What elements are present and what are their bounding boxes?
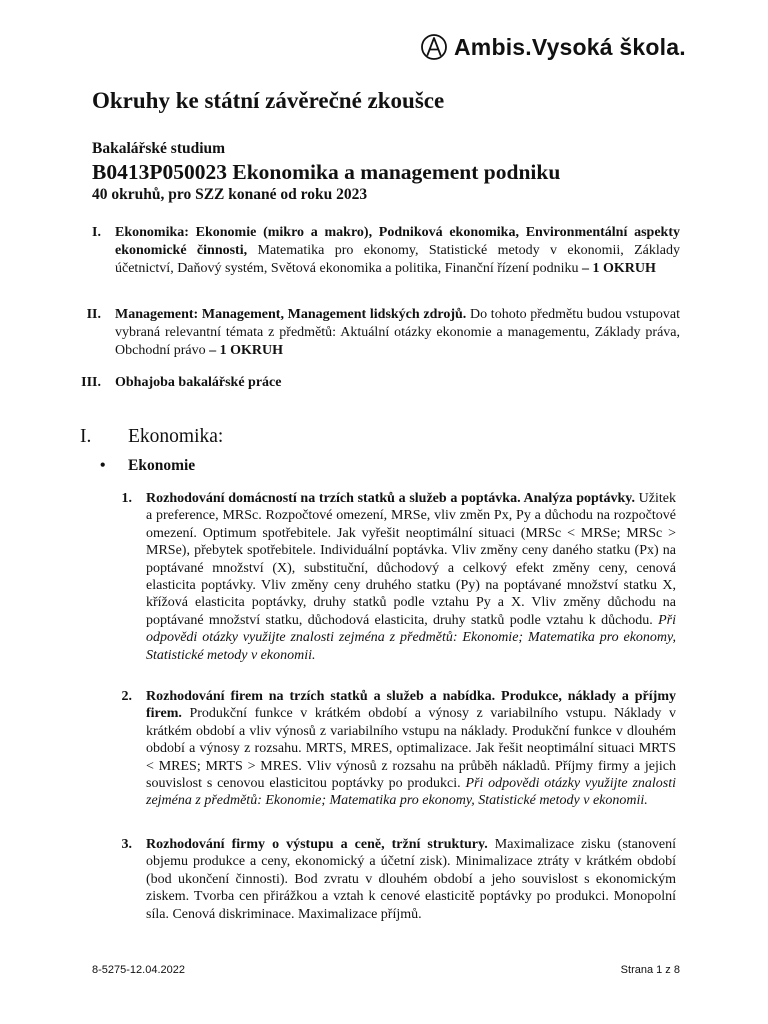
subsection-title: Ekonomie (128, 457, 196, 474)
toc-item-text: Matematika pro ekonomy, Statistické metody v ekonomii, Základy účetnictví, Daňový systém, Světová ekonomika a politika, Finanční řízení podniku (115, 243, 680, 276)
topic-item-1 (100, 490, 676, 664)
toc-item-count: – 1 OKRUH (581, 261, 656, 276)
topic-heading: Rozhodování domácností na trzích statků a služeb a poptávka. Analýza poptávky. (146, 491, 635, 506)
topic-body (146, 836, 676, 923)
topic-text: Užitek a preference, MRSc. Rozpočtové omezení, MRSe, vliv změn Px, Py a důchodu na rozpočtové omezení. Optimum spotřebitele. Jak vyřešit neoptimální situaci (MRSc < MRSe; MRSc > MRSe), přebytek spotřebitele. Individuální poptávka. Vliv změny ceny daného statku (Px) na poptávané množství (X), substituční, důchodový a celkový efekt změny ceny, cenová elasticita poptávky. Vliv změny ceny druhého statku (Py) na poptávané množství statku X, křížová elasticita poptávky, druhy statků podle vztahu Py a X. Vliv změny důchodu na poptávané množství statku, důchodová elasticita, druhy statků podle vztahu k důchodu. (146, 491, 676, 628)
toc-item-3 (70, 374, 680, 392)
page-title: Okruhy ke státní závěrečné zkoušce (92, 88, 445, 113)
topic-note: Při odpovědi otázky využijte znalosti zejména z předmětů: Ekonomie; Matematika pro ekonomy, Statistické metody v ekonomii. (146, 612, 676, 663)
topic-body (146, 688, 676, 810)
toc-item-body (115, 306, 680, 360)
toc-item-number: II. (86, 307, 101, 322)
section-title: Ekonomika: (128, 426, 224, 447)
toc-item-text: Do tohoto předmětu budou vstupovat vybraná relevantní témata z předmětů: Aktuální otázky ekonomie a managementu, Základy práva, Obchodní právo (115, 307, 680, 358)
topic-text: Maximalizace zisku (stanovení objemu produkce a ceny, ekonomický a účetní zisk). Minimalizace ztráty v krátkém období (bod ukončení činnosti). Bod zvratu v dlouhém období a jeho souvislost s ekonomickým ziskem. Tvorba cen přirážkou a vztah k cenové elasticitě poptávky po produkci. Monopolní síla. Cenová diskriminace. Maximalizace příjmů. (146, 837, 676, 922)
toc-item-bold: Management: Management, Management lidských zdrojů. (115, 307, 467, 322)
bullet-icon: • (100, 457, 106, 474)
footer-page-number: Strana 1 z 8 (620, 964, 680, 976)
topic-note: Při odpovědi otázky využijte znalosti zejména z předmětů: Ekonomie; Matematika pro ekonomy, Statistické metody v ekonomii. (146, 776, 677, 809)
topic-number: 2. (121, 689, 132, 704)
topic-heading: Rozhodování firem na trzích statků a služeb a nabídka. Produkce, náklady a příjmy firem. (146, 689, 676, 722)
program-title: B0413P050023 Ekonomika a management podniku (92, 160, 561, 184)
topic-number: 3. (121, 837, 132, 852)
toc-item-bold: Ekonomika: Ekonomie (mikro a makro), Podniková ekonomika, Environmentální aspekty ekonomické činnosti, (115, 225, 680, 258)
toc-item-number: III. (81, 375, 101, 390)
topic-number: 1. (121, 491, 132, 506)
topic-heading: Rozhodování firmy o výstupu a ceně, tržní struktury. (146, 837, 488, 852)
topic-text: Produkční funkce v krátkém období a výnosy z variabilního vstupu. Náklady v krátkém období a vliv výnosů z variabilního vstupu na náklady. Produkční funkce v dlouhém období a výnosy z rozsahu. MRTS, MRES, optimalizace. Jak řešit neoptimální situaci MRTS < MRES; MRTS > MRES. Vliv výnosů z rozsahu na průběh nákladů. Příjmy firmy a jejich souvislost s cenovou elasticitou poptávky po produkci. (146, 706, 676, 792)
topic-item-2 (100, 688, 676, 810)
toc-item-1 (70, 224, 680, 278)
topic-item-3 (100, 836, 676, 923)
topic-body (146, 490, 676, 664)
toc-item-count: – 1 OKRUH (209, 343, 283, 358)
compass-logo-icon (420, 33, 448, 61)
toc-item-body (115, 374, 680, 392)
section-number: I. (80, 426, 92, 447)
toc-item-body (115, 224, 680, 278)
footer-document-code: 8-5275-12.04.2022 (92, 964, 185, 976)
header-logo (420, 30, 720, 64)
toc-item-2 (70, 306, 680, 360)
logo-text: Ambis.Vysoká škola. (454, 33, 686, 60)
toc-item-number: I. (92, 225, 101, 240)
study-type: Bakalářské studium (92, 140, 226, 157)
toc-item-bold: Obhajoba bakalářské práce (115, 375, 282, 390)
program-subtitle: 40 okruhů, pro SZZ konané od roku 2023 (92, 186, 368, 203)
subsection-heading (100, 457, 195, 475)
